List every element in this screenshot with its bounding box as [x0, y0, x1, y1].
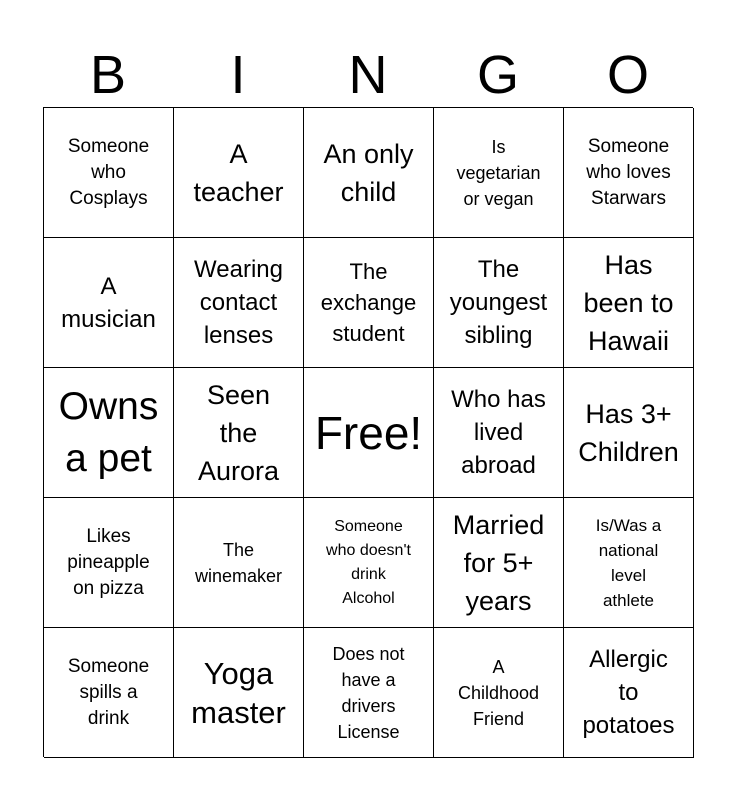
bingo-cell-r5c4[interactable] [434, 628, 564, 758]
header-letter-n: N [348, 45, 388, 105]
bingo-cell-r4c1[interactable] [44, 498, 174, 628]
bingo-cell-r3c4[interactable] [434, 368, 564, 498]
bingo-cell-r3c5[interactable] [564, 368, 694, 498]
cell-text: Seen the Aurora [197, 379, 280, 486]
cell-text: Likes pineapple on pizza [67, 525, 150, 599]
bingo-header [43, 44, 693, 106]
bingo-cell-r4c3[interactable] [304, 498, 434, 628]
bingo-cell-r3c2[interactable] [174, 368, 304, 498]
bingo-cell-r4c4[interactable] [434, 498, 564, 628]
bingo-cell-r5c1[interactable] [44, 628, 174, 758]
bingo-cell-r1c4[interactable] [434, 108, 564, 238]
cell-text: Someone who doesn't drink Alcohol [326, 517, 411, 607]
header-letter-i: I [230, 45, 246, 105]
cell-text: Married for 5+ years [452, 509, 545, 616]
cell-text: A Childhood Friend [457, 656, 540, 729]
cell-text: Does not have a drivers License [332, 643, 405, 742]
cell-text: Owns a pet [58, 384, 159, 480]
header-letter-b: B [89, 45, 127, 105]
cell-text: The exchange student [320, 259, 417, 346]
bingo-cell-r5c3[interactable] [304, 628, 434, 758]
bingo-cell-r4c2[interactable] [174, 498, 304, 628]
cell-text: Is vegetarian or vegan [456, 136, 541, 209]
cell-text: Has been to Hawaii [583, 249, 674, 356]
bingo-cell-r5c5[interactable] [564, 628, 694, 758]
bingo-cell-r2c4[interactable] [434, 238, 564, 368]
cell-text: Has 3+ Children [578, 398, 679, 467]
cell-text: An only child [323, 138, 414, 207]
cell-text: Is/Was a national level athlete [595, 515, 662, 610]
cell-text: Wearing contact lenses [194, 256, 283, 349]
bingo-cell-r1c5[interactable] [564, 108, 694, 238]
bingo-cell-r1c1[interactable] [44, 108, 174, 238]
cell-text: The youngest sibling [449, 256, 548, 349]
bingo-cell-r1c2[interactable] [174, 108, 304, 238]
bingo-cell-r2c2[interactable] [174, 238, 304, 368]
cell-text: The winemaker [194, 539, 283, 586]
cell-text: A musician [61, 272, 156, 333]
cell-text: Someone who loves Starwars [586, 135, 671, 209]
header-letter-g: G [476, 45, 519, 105]
bingo-cell-r2c1[interactable] [44, 238, 174, 368]
cell-text: Someone spills a drink [67, 655, 150, 729]
bingo-cell-r1c3[interactable] [304, 108, 434, 238]
cell-text: Someone who Cosplays [67, 135, 150, 209]
header-letter-o: O [606, 45, 649, 105]
cell-text: Yoga master [191, 655, 286, 730]
free-space-text: Free! [314, 406, 423, 459]
bingo-board [43, 107, 693, 757]
cell-text: Who has lived abroad [451, 386, 546, 479]
bingo-cell-r5c2[interactable] [174, 628, 304, 758]
cell-text: A teacher [193, 138, 284, 207]
bingo-cell-r3c1[interactable] [44, 368, 174, 498]
cell-text: Allergic to potatoes [582, 646, 675, 739]
bingo-cell-r4c5[interactable] [564, 498, 694, 628]
bingo-cell-free[interactable] [304, 368, 434, 498]
bingo-cell-r2c3[interactable] [304, 238, 434, 368]
bingo-cell-r2c5[interactable] [564, 238, 694, 368]
